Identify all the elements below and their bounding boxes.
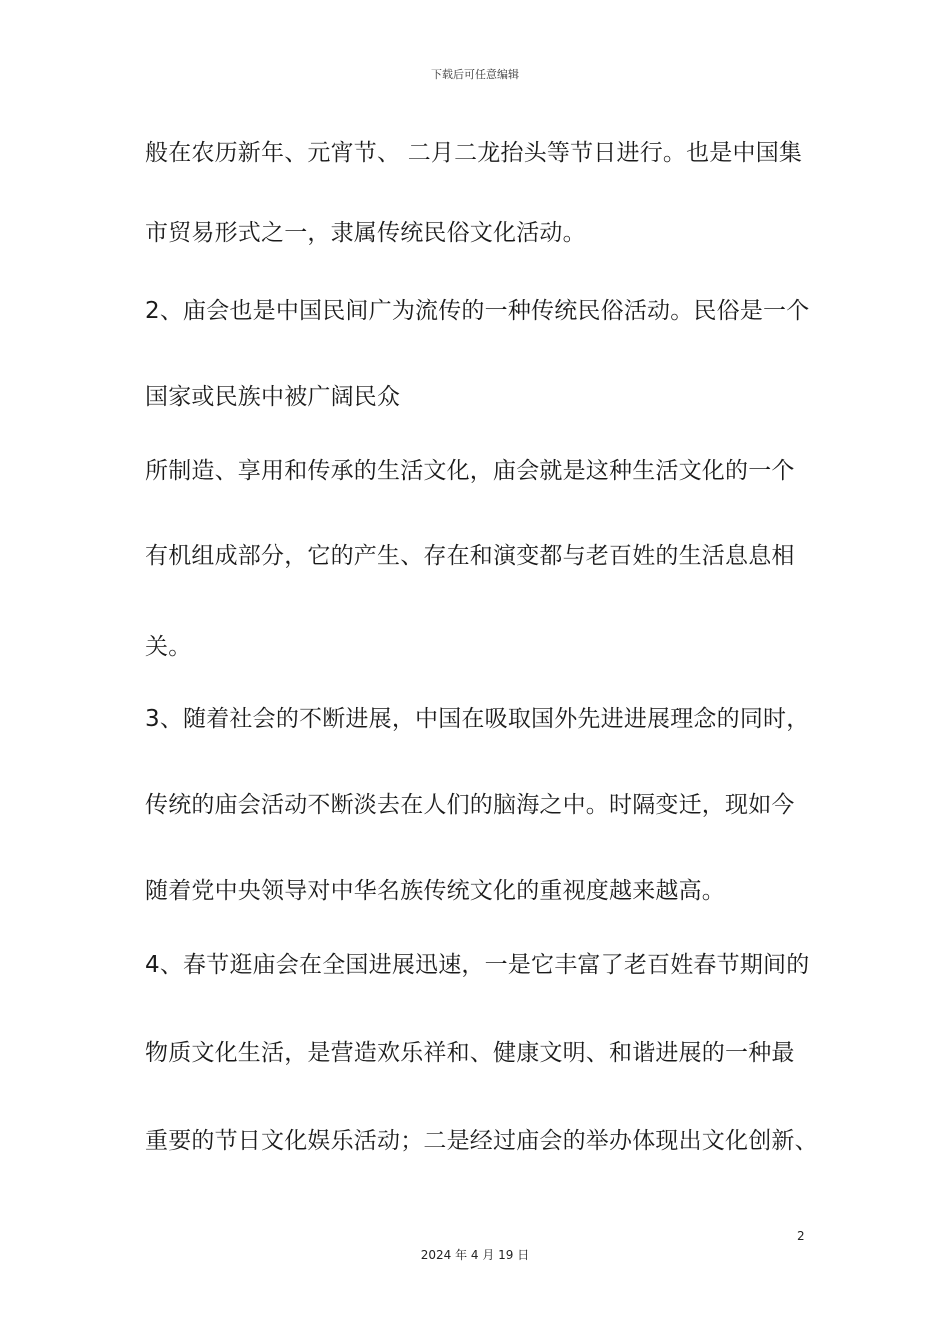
body-line: 所制造、享用和传承的生活文化，庙会就是这种生活文化的一个 [145,458,795,484]
body-line: 4、春节逛庙会在全国进展迅速，一是它丰富了老百姓春节期间的 [145,952,810,978]
body-line: 市贸易形式之一，隶属传统民俗文化活动。 [145,220,586,246]
body-line: 般在农历新年、元宵节、 二月二龙抬头等节日进行。也是中国集 [145,140,803,166]
body-line: 有机组成部分，它的产生、存在和演变都与老百姓的生活息息相 [145,543,795,569]
body-line: 国家或民族中被广阔民众 [145,384,401,410]
body-line: 重要的节日文化娱乐活动；二是经过庙会的举办体现出文化创新、 [145,1128,818,1154]
page-number: 2 [797,1229,805,1243]
footer-date: 2024 年 4 月 19 日 [420,1248,530,1262]
body-line: 随着党中央领导对中华名族传统文化的重视度越来越高。 [145,878,725,904]
page-header: 下载后可任意编辑 [431,68,519,81]
body-line: 关。 [145,634,192,660]
body-line: 3、随着社会的不断进展，中国在吸取国外先进进展理念的同时， [145,706,810,732]
body-line: 物质文化生活，是营造欢乐祥和、健康文明、和谐进展的一种最 [145,1040,795,1066]
body-line: 2、庙会也是中国民间广为流传的一种传统民俗活动。民俗是一个 [145,298,810,324]
body-line: 传统的庙会活动不断淡去在人们的脑海之中。时隔变迁，现如今 [145,792,795,818]
